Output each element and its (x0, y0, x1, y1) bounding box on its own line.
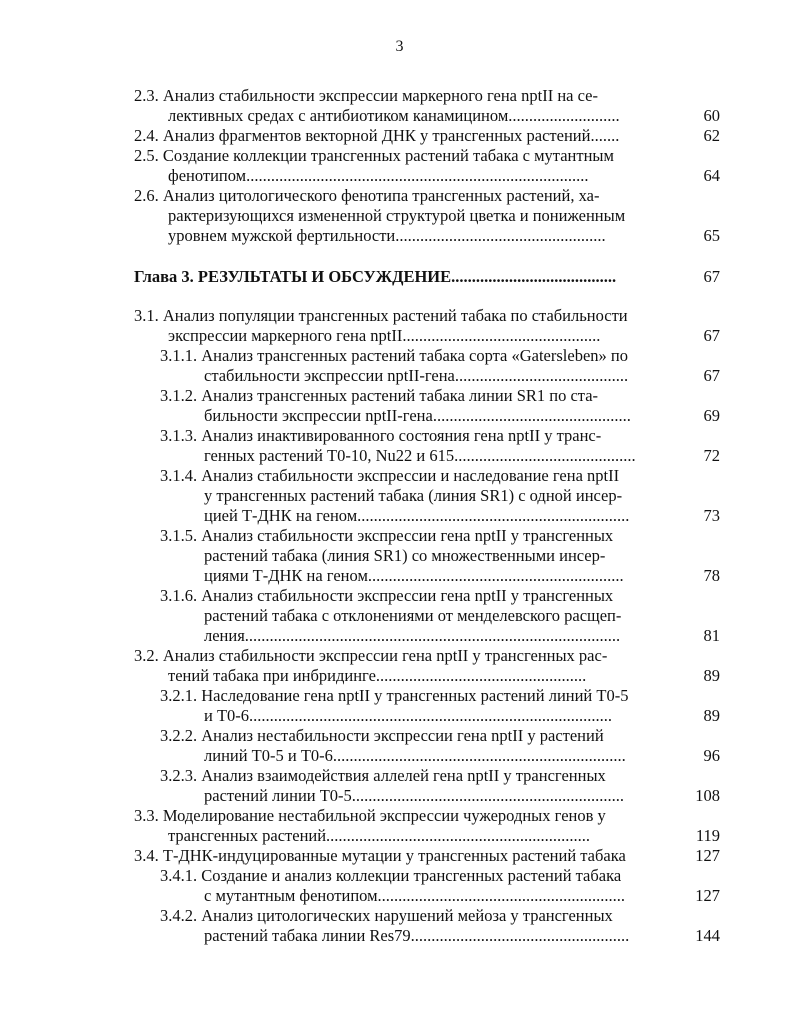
toc-page-number: 62 (703, 126, 720, 145)
toc-page-number: 67 (703, 366, 720, 385)
toc-entry-text: 3.4. Т-ДНК-индуцированные мутации у трансгенных растений табака (134, 846, 626, 865)
toc-page-number: 127 (695, 886, 720, 905)
page-number: 3 (395, 38, 404, 55)
table-of-contents (134, 86, 724, 946)
toc-page-number: 144 (695, 926, 720, 945)
toc-entry-3-1-4[interactable] (134, 466, 724, 526)
toc-entry-text: 2.5. Создание коллекции трансгенных растений табака с мутантным фенотипом................................................................................... (134, 146, 614, 185)
toc-entry-text: 2.3. Анализ стабильности экспрессии маркерного гена nptII на се- лективных средах с антибиотиком канамицином........................... (134, 86, 620, 125)
toc-page-number: 65 (703, 226, 720, 245)
toc-entry-3-2-2[interactable] (134, 726, 724, 766)
toc-entry-text: Глава 3. РЕЗУЛЬТАТЫ И ОБСУЖДЕНИЕ........................................ (134, 267, 617, 286)
toc-page-number: 78 (703, 566, 720, 585)
toc-page-number: 127 (695, 846, 720, 865)
toc-entry-3-4[interactable] (134, 846, 724, 866)
toc-entry-3-1-2[interactable] (134, 386, 724, 426)
toc-entry-3-2[interactable] (134, 646, 724, 686)
toc-entry-3-1-5[interactable] (134, 526, 724, 586)
toc-entry-text: 3.2.3. Анализ взаимодействия аллелей гена nptII у трансгенных растений линии T0-5.................................................................. (160, 766, 625, 805)
toc-entry-text: 3.1.2. Анализ трансгенных растений табака линии SR1 по ста- бильности экспрессии nptII-гена................................................ (160, 386, 631, 425)
toc-entry-text: 3.1. Анализ популяции трансгенных растений табака по стабильности экспрессии маркерного гена nptII................................................ (134, 306, 628, 345)
toc-entry-3-3[interactable] (134, 806, 724, 846)
toc-entry-3-1-6[interactable] (134, 586, 724, 646)
toc-entry-3-2-3[interactable] (134, 766, 724, 806)
toc-entry-text: 2.6. Анализ цитологического фенотипа трансгенных растений, ха- рактеризующихся измененной структурой цветка и пониженным уровнем мужской фертильности................................................... (134, 186, 626, 245)
toc-entry-2-3[interactable] (134, 86, 724, 126)
toc-page-number: 60 (703, 106, 720, 125)
toc-entry-text: 3.1.6. Анализ стабильности экспрессии гена nptII у трансгенных растений табака с отклонениями от менделевского расщеп- ления........................................................................................... (160, 586, 622, 645)
toc-page-number: 108 (695, 786, 720, 805)
toc-page-number: 64 (703, 166, 720, 185)
toc-page-number: 89 (703, 706, 720, 725)
toc-page-number: 89 (703, 666, 720, 685)
toc-entry-3-1-3[interactable] (134, 426, 724, 466)
toc-entry-text: 3.2.1. Наследование гена nptII у трансгенных растений линий T0-5 и T0-6........................................................................................ (160, 686, 629, 725)
toc-page-number: 69 (703, 406, 720, 425)
toc-entry-3-4-2[interactable] (134, 906, 724, 946)
toc-entry-text: 3.3. Моделирование нестабильной экспрессии чужеродных генов у трансгенных растений................................................................ (134, 806, 606, 845)
toc-entry-text: 3.1.4. Анализ стабильности экспрессии и наследование гена nptII у трансгенных растений табака (линия SR1) с одной инсер- цией Т-ДНК на геном.................................................................. (160, 466, 630, 525)
toc-page-number: 72 (703, 446, 720, 465)
toc-entry-2-6[interactable] (134, 186, 724, 246)
toc-entry-text: 3.1.1. Анализ трансгенных растений табака сорта «Gatersleben» по стабильности экспрессии nptII-гена.......................................... (160, 346, 629, 385)
toc-page-number: 96 (703, 746, 720, 765)
toc-entry-3-1[interactable] (134, 306, 724, 346)
toc-page-number: 67 (703, 267, 720, 286)
toc-entry-text: 3.2.2. Анализ нестабильности экспрессии гена nptII у растений линий T0-5 и T0-6....................................................................... (160, 726, 626, 765)
toc-page-number: 119 (695, 826, 720, 845)
toc-page-number: 81 (703, 626, 720, 645)
toc-entry-text: 3.4.2. Анализ цитологических нарушений мейоза у трансгенных растений табака линии Res79..................................................... (160, 906, 630, 945)
toc-entry-3-4-1[interactable] (134, 866, 724, 906)
toc-entry-text: 3.4.1. Создание и анализ коллекции трансгенных растений табака с мутантным фенотипом............................................................ (160, 866, 626, 905)
toc-entry-text: 2.4. Анализ фрагментов векторной ДНК у трансгенных растений....... (134, 126, 620, 145)
toc-entry-text: 3.2. Анализ стабильности экспрессии гена nptII у трансгенных рас- тений табака при инбридинге................................................... (134, 646, 608, 685)
toc-entry-3-2-1[interactable] (134, 686, 724, 726)
toc-entry-2-5[interactable] (134, 146, 724, 186)
toc-entry-3-1-1[interactable] (134, 346, 724, 386)
toc-page-number: 73 (703, 506, 720, 525)
toc-entry-text: 3.1.5. Анализ стабильности экспрессии гена nptII у трансгенных растений табака (линия SR1) со множественными инсер- циями Т-ДНК на геном.............................................................. (160, 526, 624, 585)
toc-entry-text: 3.1.3. Анализ инактивированного состояния гена nptII у транс- генных растений T0-10, Nu22 и 615............................................ (160, 426, 636, 465)
toc-entry-2-4[interactable] (134, 126, 724, 146)
toc-page-number: 67 (703, 326, 720, 345)
toc-entry-chapter-3[interactable] (134, 267, 724, 287)
